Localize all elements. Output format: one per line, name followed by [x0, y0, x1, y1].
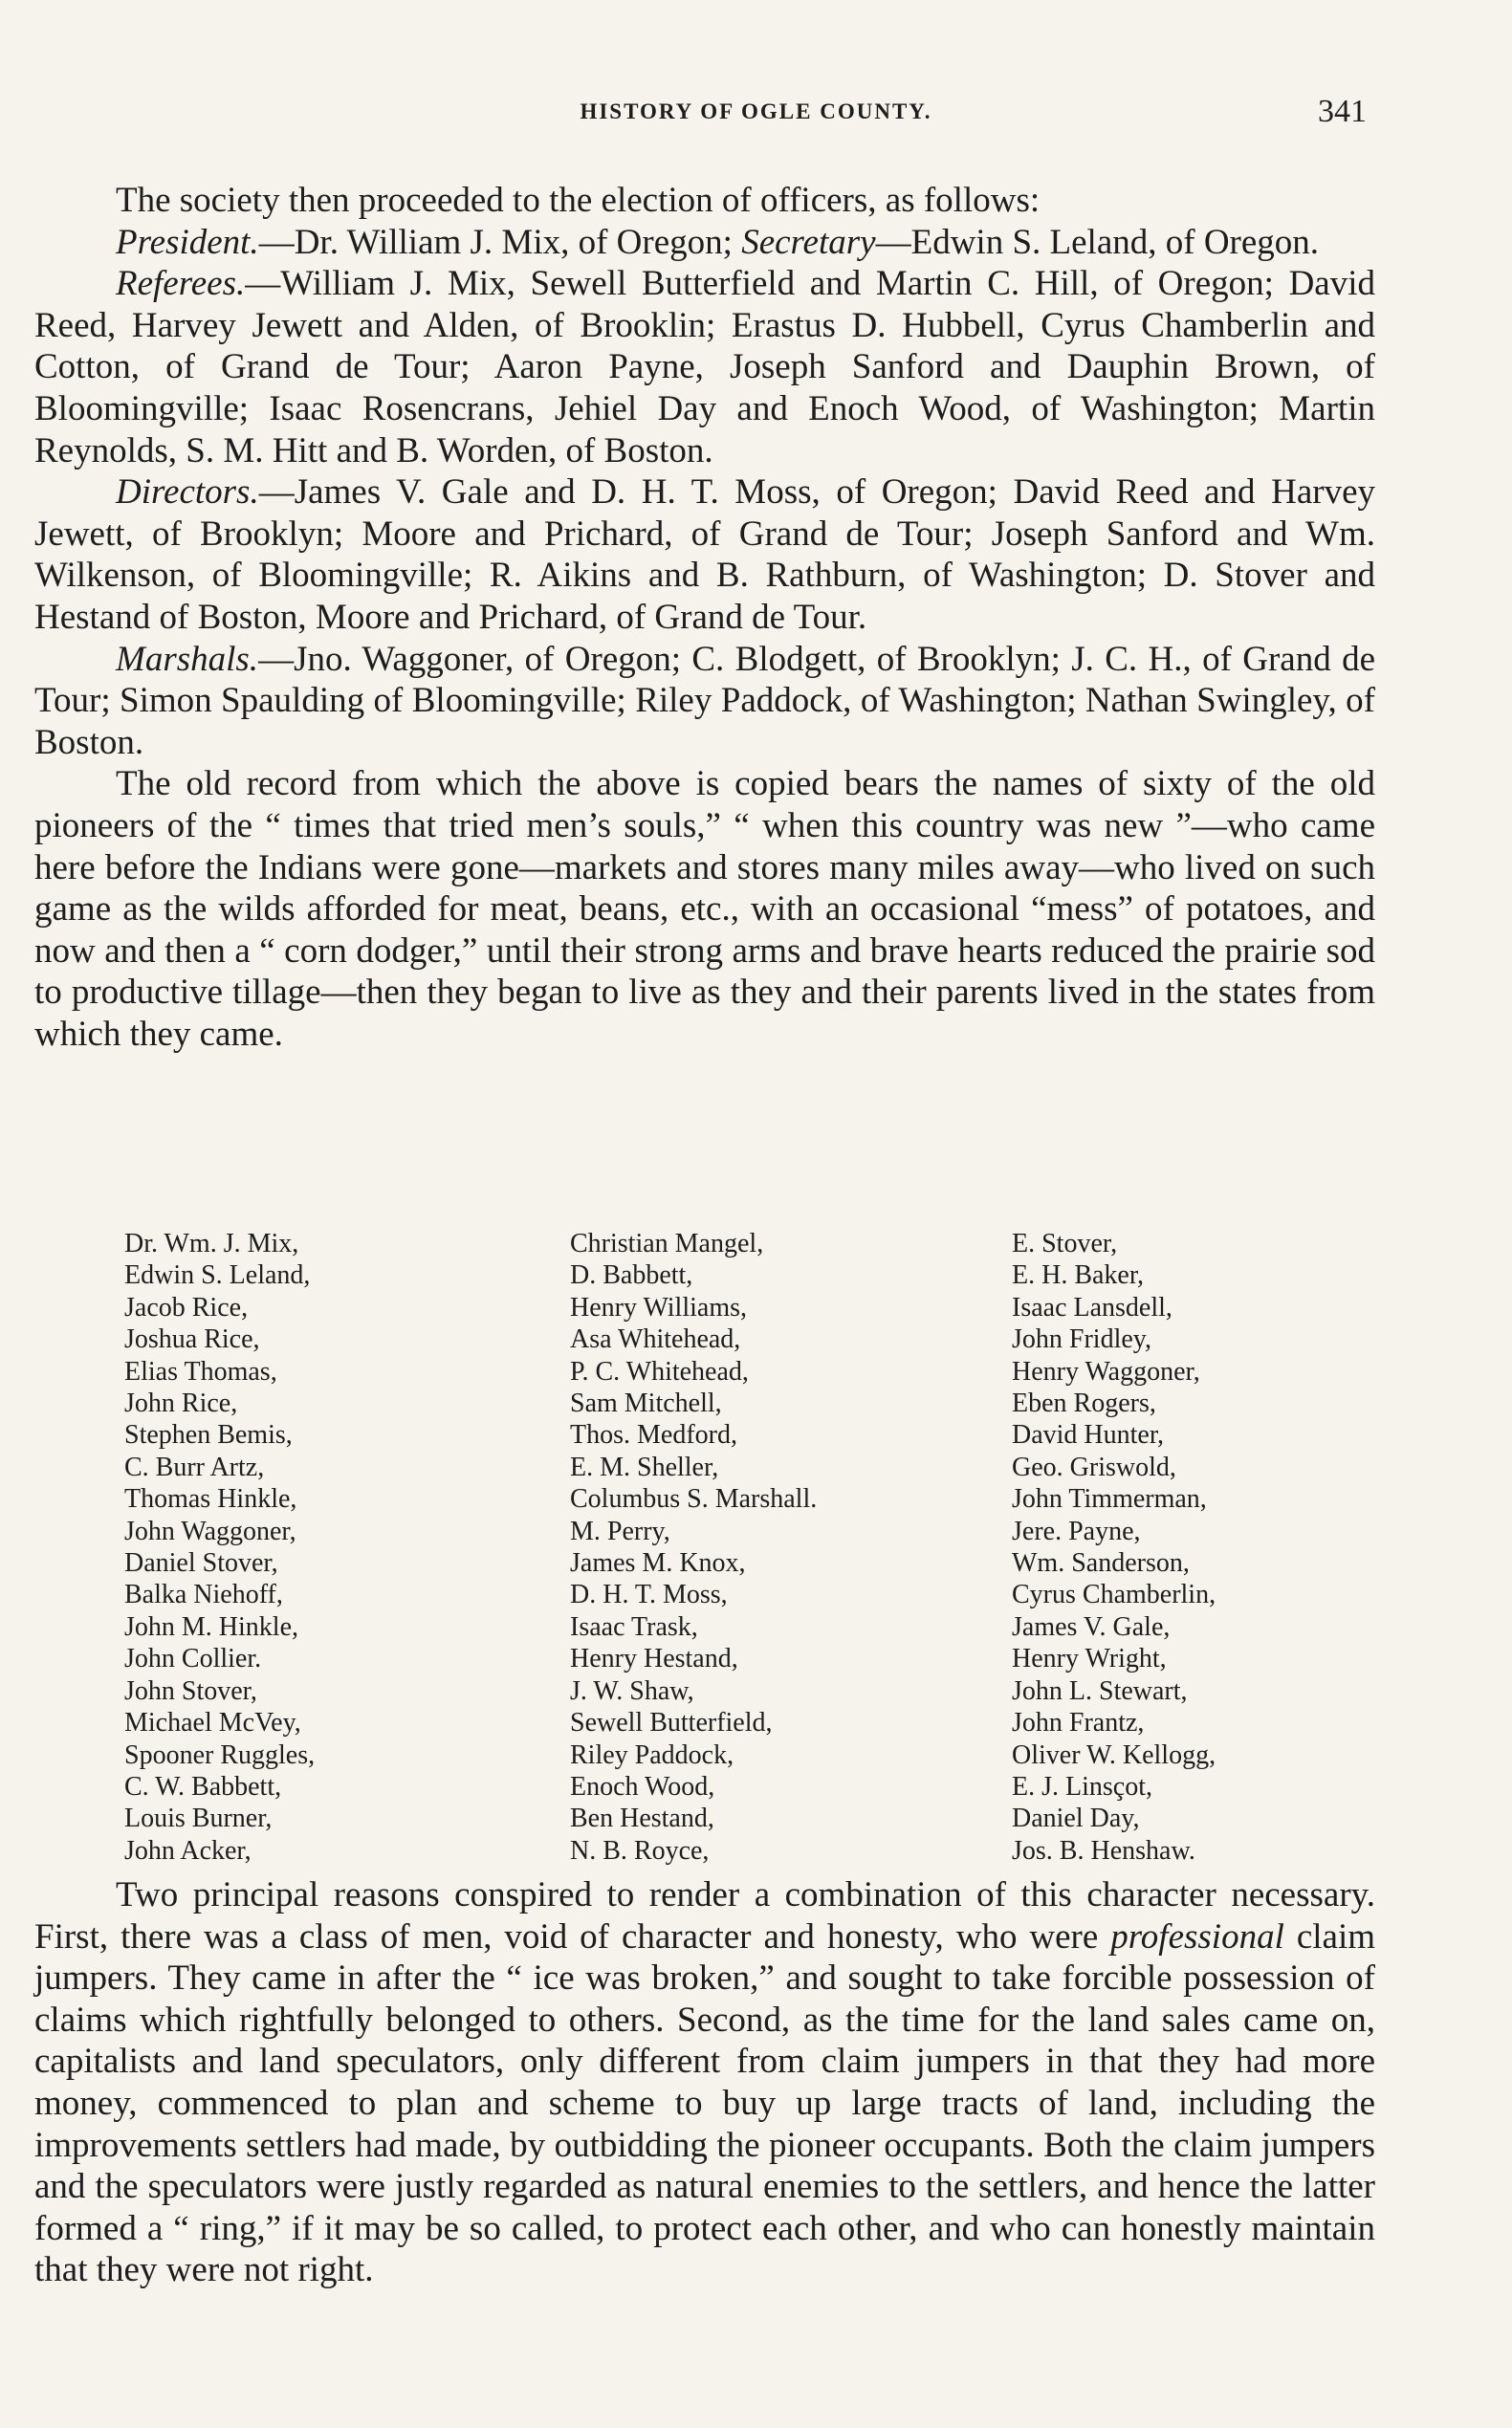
name-entry: John Fridley, [1012, 1324, 1151, 1355]
name-entry: John Timmerman, [1012, 1484, 1207, 1515]
paragraph-president [34, 222, 1375, 264]
name-entry: Stephen Bemis, [124, 1420, 293, 1451]
name-entry: Riley Paddock, [570, 1739, 734, 1770]
name-entry: Balka Niehoff, [124, 1580, 283, 1610]
name-entry: D. Babbett, [570, 1260, 693, 1291]
name-entry: John Frantz, [1012, 1708, 1145, 1739]
referees-text: —William J. Mix, Sewell Butterfield and Martin C. Hill, of Oregon; David Reed, Harvey Jewett and Alden, of Brooklin; Erastus D. Hubbell, Cyrus Chamberlin and Cotton, of Grand de Tour; Aaron Payne, Joseph Sanford and Dauphin Brown, of Bloomingville; Isaac Rosencrans, Jehiel Day and Enoch Wood, of Washington; Martin Reynolds, S. M. Hitt and B. Worden, of Boston. [34, 264, 1375, 470]
name-entry: Isaac Lansdell, [1012, 1292, 1172, 1323]
page-header [0, 94, 1512, 132]
president-text: —Dr. William J. Mix, of Oregon; [258, 222, 742, 262]
name-entry: D. H. T. Moss, [570, 1580, 728, 1610]
names-column-3 [1012, 1228, 1216, 1867]
name-entry: Isaac Trask, [570, 1611, 698, 1642]
name-entry: John Acker, [124, 1835, 252, 1866]
president-label: President. [116, 222, 259, 262]
name-entry: M. Perry, [570, 1516, 670, 1546]
name-entry: John L. Stewart, [1012, 1675, 1188, 1706]
name-entry: C. Burr Artz, [124, 1452, 265, 1482]
name-entry: C. W. Babbett, [124, 1771, 282, 1802]
body-text-top [34, 180, 1375, 1055]
name-entry: James M. Knox, [570, 1548, 746, 1579]
paragraph-directors [34, 471, 1375, 638]
name-entry: Thomas Hinkle, [124, 1484, 297, 1515]
name-entry: Oliver W. Kellogg, [1012, 1739, 1216, 1770]
marshals-text: —Jno. Waggoner, of Oregon; C. Blodgett, of Brooklyn; J. C. H., of Grand de Tour; Simon Spaulding of Bloomingville; Riley Paddock, of Washington; Nathan Swingley, of Boston. [34, 639, 1375, 762]
name-entry: Wm. Sanderson, [1012, 1548, 1190, 1579]
paragraph-old-record: The old record from which the above is copied bears the names of sixty of the old pioneers of the “ times that tried men’s souls,” “ when this country was new ”—who came here before the Indians were gone—markets and stores many miles away—who lived on such game as the wilds afforded for meat, beans, etc., with an occasional “mess” of potatoes, and now and then a “ corn dodger,” until their strong arms and brave hearts reduced the prairie sod to productive tillage—then they began to live as they and their parents lived in the states from which they came. [34, 764, 1375, 1054]
name-entry: John Stover, [124, 1675, 257, 1706]
name-entry: J. W. Shaw, [570, 1675, 694, 1706]
name-entry: E. Stover, [1012, 1229, 1118, 1258]
name-entry: James V. Gale, [1012, 1611, 1171, 1642]
name-entry: E. M. Sheller, [570, 1452, 719, 1482]
directors-text: —James V. Gale and D. H. T. Moss, of Oregon; David Reed and Harvey Jewett, of Brooklyn; Moore and Prichard, of Grand de Tour; Joseph Sanford and Wm. Wilkenson, of Bloomingville; R. Aikins and B. Rathburn, of Washington; D. Stover and Hestand of Boston, Moore and Prichard, of Grand de Tour. [34, 472, 1375, 637]
name-entry: Christian Mangel, [570, 1229, 764, 1258]
name-entry: Columbus S. Marshall. [570, 1484, 818, 1515]
name-entry: Sewell Butterfield, [570, 1708, 773, 1739]
name-entry: Elias Thomas, [124, 1356, 277, 1387]
name-entry: Cyrus Chamberlin, [1012, 1580, 1216, 1610]
name-entry: Henry Wright, [1012, 1644, 1167, 1674]
names-column-2 [570, 1228, 817, 1867]
page-number: 341 [1318, 94, 1367, 129]
reasons-text-end: claim jumpers. They came in after the “ ice was broken,” and sought to take forcible possession of claims which rightfully belonged to others. Second, as the time for the land sales came on, capitalists and land speculators, only different from claim jumpers in that they had more money, commenced to plan and scheme to buy up large tracts of land, including the improvements settlers had made, by outbidding the pioneer occupants. Both the claim jumpers and the speculators were justly regarded as natural enemies to the settlers, and hence the latter formed a “ ring,” if it may be so called, to protect each other, and who can honestly maintain that they were not right. [34, 1916, 1376, 2290]
name-entry: Edwin S. Leland, [124, 1260, 311, 1291]
paragraph-reasons [34, 1874, 1375, 2291]
name-entry: Henry Hestand, [570, 1644, 738, 1674]
name-entry: Ben Hestand, [570, 1804, 714, 1834]
secretary-label: Secretary [741, 222, 876, 262]
body-text-bottom [34, 1874, 1375, 2291]
name-entry: David Hunter, [1012, 1420, 1165, 1451]
name-entry: Geo. Griswold, [1012, 1452, 1176, 1482]
name-entry: John Collier. [124, 1644, 262, 1674]
name-entry: Joshua Rice, [124, 1324, 260, 1355]
name-entry: Jos. B. Henshaw. [1012, 1835, 1195, 1866]
name-entry: Enoch Wood, [570, 1771, 715, 1802]
marshals-label: Marshals. [116, 639, 259, 679]
name-entry: N. B. Royce, [570, 1835, 710, 1866]
name-entry: Daniel Stover, [124, 1548, 278, 1579]
names-column-1 [124, 1228, 315, 1867]
reasons-text-start: Two principal reasons conspired to render a combination of this character necessary. First, there was a class of men, void of character and honesty, who were [34, 1875, 1375, 1957]
paragraph-election: The society then proceeded to the election of officers, as follows: [116, 181, 1041, 220]
referees-label: Referees. [116, 264, 246, 304]
name-entry: Daniel Day, [1012, 1804, 1140, 1834]
name-entry: Jacob Rice, [124, 1292, 249, 1323]
name-entry: John Rice, [124, 1389, 238, 1419]
name-entry: Sam Mitchell, [570, 1389, 722, 1419]
directors-label: Directors. [116, 472, 259, 513]
running-head: HISTORY OF OGLE COUNTY. [580, 99, 932, 123]
name-entry: Louis Burner, [124, 1804, 273, 1834]
name-entry: Thos. Medford, [570, 1420, 737, 1451]
name-entry: E. H. Baker, [1012, 1260, 1145, 1291]
reasons-emphasis: professional [1110, 1916, 1284, 1957]
name-entry: John Waggoner, [124, 1516, 296, 1546]
name-entry: P. C. Whitehead, [570, 1356, 749, 1387]
name-entry: E. J. Linsçot, [1012, 1771, 1152, 1802]
paragraph-referees [34, 263, 1375, 471]
paragraph-marshals [34, 639, 1375, 764]
name-entry: Eben Rogers, [1012, 1389, 1156, 1419]
name-entry: John M. Hinkle, [124, 1611, 298, 1642]
name-entry: Spooner Ruggles, [124, 1739, 316, 1770]
name-entry: Henry Williams, [570, 1292, 747, 1323]
name-entry: Michael McVey, [124, 1708, 301, 1739]
name-entry: Asa Whitehead, [570, 1324, 741, 1355]
name-entry: Dr. Wm. J. Mix, [124, 1229, 299, 1258]
secretary-text: —Edwin S. Leland, of Oregon. [875, 222, 1320, 262]
name-entry: Henry Waggoner, [1012, 1356, 1200, 1387]
name-entry: Jere. Payne, [1012, 1516, 1141, 1546]
